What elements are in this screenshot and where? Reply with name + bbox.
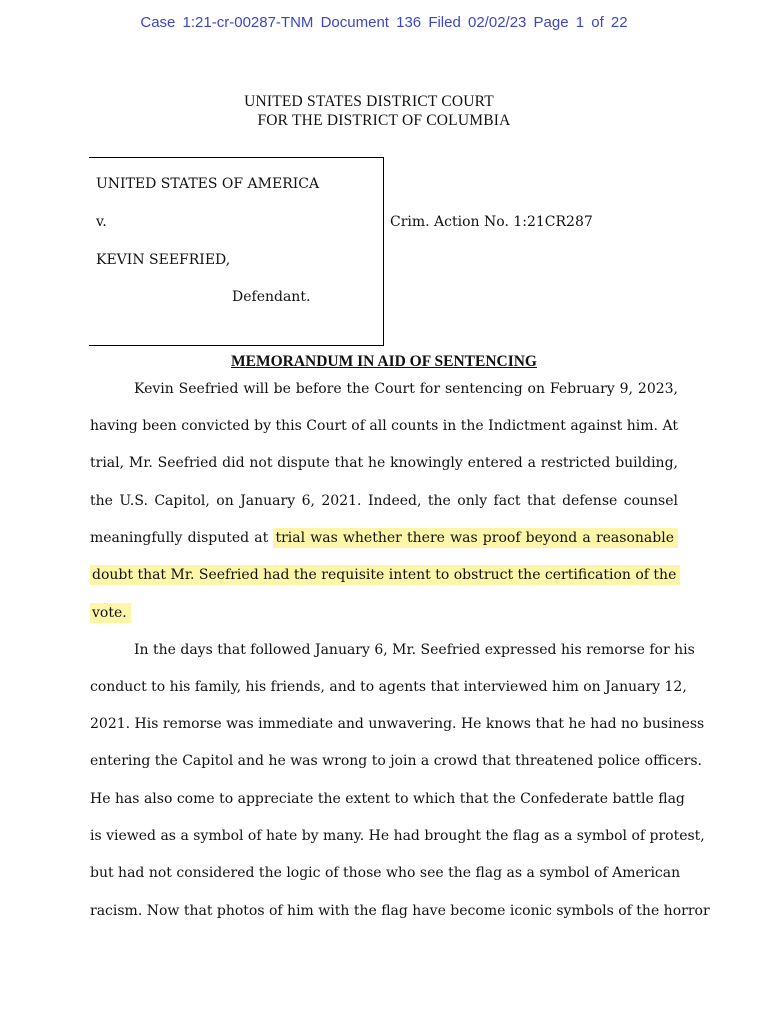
caption-defendant-role: Defendant. [232,289,311,305]
caption-defendant-name: KEVIN SEEFRIED, [96,252,231,268]
caption-plaintiff: UNITED STATES OF AMERICA [96,176,320,192]
body-line: In the days that followed January 6, Mr. Seefried expressed his remorse for his [134,642,695,658]
body-line-text: meaningfully disputed at [90,530,274,546]
body-line: racism. Now that photos of him with the flag have become iconic symbols of the horror [90,903,710,919]
court-district: FOR THE DISTRICT OF COLUMBIA [257,112,511,129]
body-line: entering the Capitol and he was wrong to join a crowd that threatened police officers. [90,753,702,769]
body-line: 2021. His remorse was immediate and unwavering. He knows that he had no business [90,716,705,732]
body-line: Kevin Seefried will be before the Court for sentencing on February 9, 2023, [134,381,678,397]
body-line: conduct to his family, his friends, and to agents that interviewed him on January 12, [90,679,687,695]
body-line-highlighted [90,566,678,584]
body-line-highlighted [90,604,131,622]
body-line: He has also come to appreciate the extent to which that the Confederate battle flag [90,791,685,807]
body-line-highlighted [90,529,678,547]
memo-title-text: MEMORANDUM IN AID OF SENTENCING [231,353,537,370]
case-header-stamp: Case 1:21-cr-00287-TNM Document 136 Filed 02/02/23 Page 1 of 22 [140,14,628,31]
body-line: but had not considered the logic of those who see the flag as a symbol of American [90,865,681,881]
court-name: UNITED STATES DISTRICT COURT [244,93,494,110]
body-line: having been convicted by this Court of all counts in the Indictment against him. At [90,418,678,434]
criminal-action-number: Crim. Action No. 1:21CR287 [390,214,593,230]
caption-versus: v. [96,214,107,230]
body-line: is viewed as a symbol of hate by many. He had brought the flag as a symbol of protest, [90,828,705,844]
body-line: the U.S. Capitol, on January 6, 2021. Indeed, the only fact that defense counsel [90,493,678,509]
highlighted-text: doubt that Mr. Seefried had the requisite intent to obstruct the certification of the [90,565,680,585]
body-line: trial, Mr. Seefried did not dispute that he knowingly entered a restricted building, [90,455,678,471]
memo-title [0,353,768,371]
highlighted-text: trial was whether there was proof beyond a reasonable [273,528,678,548]
highlighted-text: vote. [90,603,131,623]
